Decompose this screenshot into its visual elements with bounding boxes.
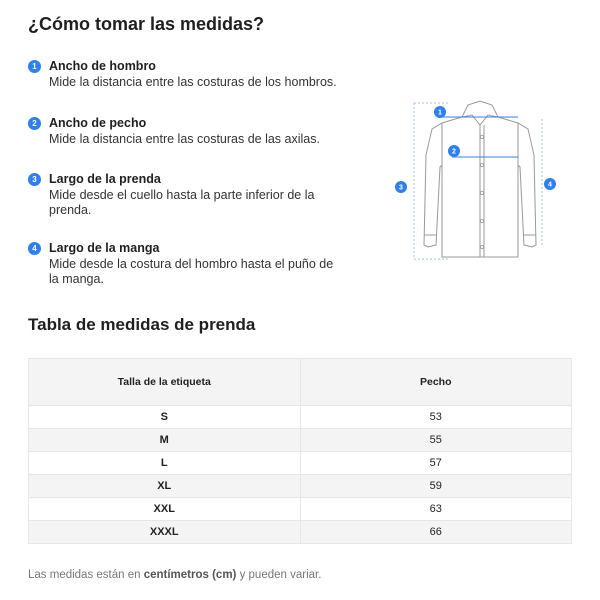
chest-cell: 63 [300, 498, 572, 521]
diagram-marker-2 [448, 145, 460, 157]
table-row [29, 521, 572, 544]
shirt-measurement-diagram [390, 95, 570, 265]
size-table [28, 358, 572, 544]
size-cell: XL [29, 475, 301, 498]
chest-cell: 55 [300, 429, 572, 452]
table-row [29, 406, 572, 429]
table-row [29, 452, 572, 475]
step-shoulder-width [28, 58, 337, 90]
chest-cell: 66 [300, 521, 572, 544]
footnote-units: centímetros (cm) [143, 569, 237, 581]
chest-cell: 53 [300, 406, 572, 429]
table-row [29, 498, 572, 521]
table-header-row [29, 359, 572, 406]
svg-text:3: 3 [399, 184, 403, 192]
size-cell: XXXL [29, 521, 301, 544]
chest-cell: 59 [300, 475, 572, 498]
svg-text:2: 2 [452, 148, 456, 156]
step-description: Mide la distancia entre las costuras de los hombros. [49, 75, 337, 89]
step-chest-width [28, 115, 320, 147]
step-number-badge: 4 [28, 242, 41, 255]
diagram-marker-4 [544, 178, 556, 190]
table-row [29, 429, 572, 452]
step-garment-length [28, 171, 338, 218]
step-title: Ancho de hombro [49, 59, 156, 73]
size-cell: M [29, 429, 301, 452]
size-cell: S [29, 406, 301, 429]
units-footnote [28, 569, 321, 581]
step-number-badge: 2 [28, 117, 41, 130]
column-header-size: Talla de la etiqueta [29, 359, 301, 406]
svg-text:4: 4 [548, 181, 552, 189]
footnote-text-end: y pueden variar. [236, 569, 322, 581]
size-cell: XXL [29, 498, 301, 521]
svg-text:1: 1 [438, 109, 442, 117]
page-title: ¿Cómo tomar las medidas? [28, 14, 265, 34]
table-row [29, 475, 572, 498]
step-sleeve-length [28, 240, 338, 287]
chest-cell: 57 [300, 452, 572, 475]
step-title: Largo de la prenda [49, 172, 161, 186]
step-description: Mide desde el cuello hasta la parte inferior de la prenda. [49, 188, 315, 217]
diagram-marker-1 [434, 106, 446, 118]
size-table-title: Tabla de medidas de prenda [28, 315, 256, 334]
step-title: Largo de la manga [49, 241, 160, 255]
size-cell: L [29, 452, 301, 475]
step-description: Mide desde la costura del hombro hasta el puño de la manga. [49, 257, 334, 286]
column-header-chest: Pecho [300, 359, 572, 406]
step-number-badge: 3 [28, 173, 41, 186]
diagram-marker-3 [395, 181, 407, 193]
step-title: Ancho de pecho [49, 116, 147, 130]
step-description: Mide la distancia entre las costuras de las axilas. [49, 132, 320, 146]
step-number-badge: 1 [28, 60, 41, 73]
footnote-text: Las medidas están en [28, 569, 144, 581]
